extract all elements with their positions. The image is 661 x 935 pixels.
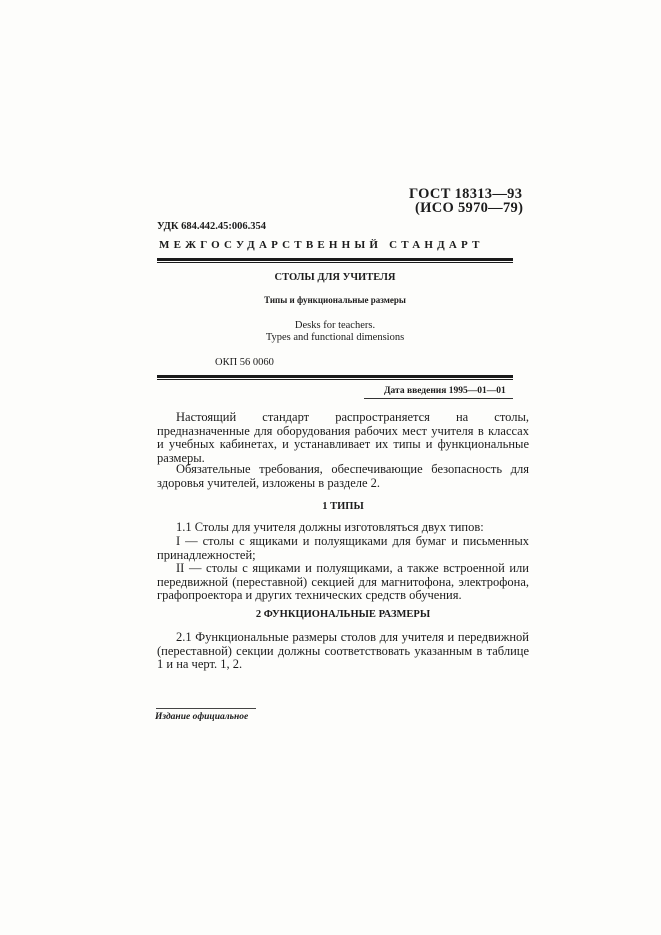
introduction-date: Дата введения 1995—01—01 bbox=[384, 386, 506, 396]
paragraph-1-1: 1.1 Столы для учителя должны изготовляться двух типов: bbox=[176, 520, 484, 534]
iso-code: (ИСО 5970—79) bbox=[415, 200, 524, 216]
middle-rule-thin bbox=[157, 379, 513, 380]
english-title-line2: Types and functional dimensions bbox=[265, 332, 405, 343]
okp-code: ОКП 56 0060 bbox=[215, 357, 274, 368]
middle-rule bbox=[157, 375, 513, 378]
footer-rule bbox=[156, 708, 256, 709]
paragraph-type-2: II — столы с ящиками и полуящиками, а также встроенной или передвижной (переставной) секцией для магнитофона, электрофона, графопроектора и других технических средств обучения. bbox=[157, 561, 529, 603]
gost-code: ГОСТ 18313—93 bbox=[409, 186, 523, 202]
top-rule bbox=[157, 258, 513, 261]
section-1-heading: 1 ТИПЫ bbox=[322, 501, 364, 512]
paragraph-type-1: I — столы с ящиками и полуящиками для бумаг и письменных принадлежностей; bbox=[157, 534, 529, 562]
paragraph-scope: Настоящий стандарт распространяется на столы, предназначенные для оборудования рабочих мест учителя в классах и учебных кабинетах, и устанавливает их типы и функциональные размеры. bbox=[157, 410, 529, 465]
english-title bbox=[157, 320, 513, 344]
document-subtitle: Типы и функциональные размеры bbox=[264, 295, 406, 305]
document-title: СТОЛЫ ДЛЯ УЧИТЕЛЯ bbox=[274, 272, 396, 283]
date-underline bbox=[364, 398, 513, 399]
paragraph-2-1: 2.1 Функциональные размеры столов для учителя и передвижной (переставной) секции должны соответствовать указанным в таблице 1 и на черт. 1, 2. bbox=[157, 630, 529, 672]
interstate-standard-heading: МЕЖГОСУДАРСТВЕННЫЙ СТАНДАРТ bbox=[159, 239, 484, 251]
official-edition-label: Издание официальное bbox=[155, 712, 249, 722]
section-2-heading: 2 ФУНКЦИОНАЛЬНЫЕ РАЗМЕРЫ bbox=[255, 609, 431, 620]
top-rule-thin bbox=[157, 262, 513, 263]
paragraph-requirements: Обязательные требования, обеспечивающие безопасность для здоровья учителей, изложены в разделе 2. bbox=[157, 462, 529, 490]
udk-code: УДК 684.442.45:006.354 bbox=[157, 221, 266, 232]
english-title-line1: Desks for teachers. bbox=[294, 320, 376, 331]
